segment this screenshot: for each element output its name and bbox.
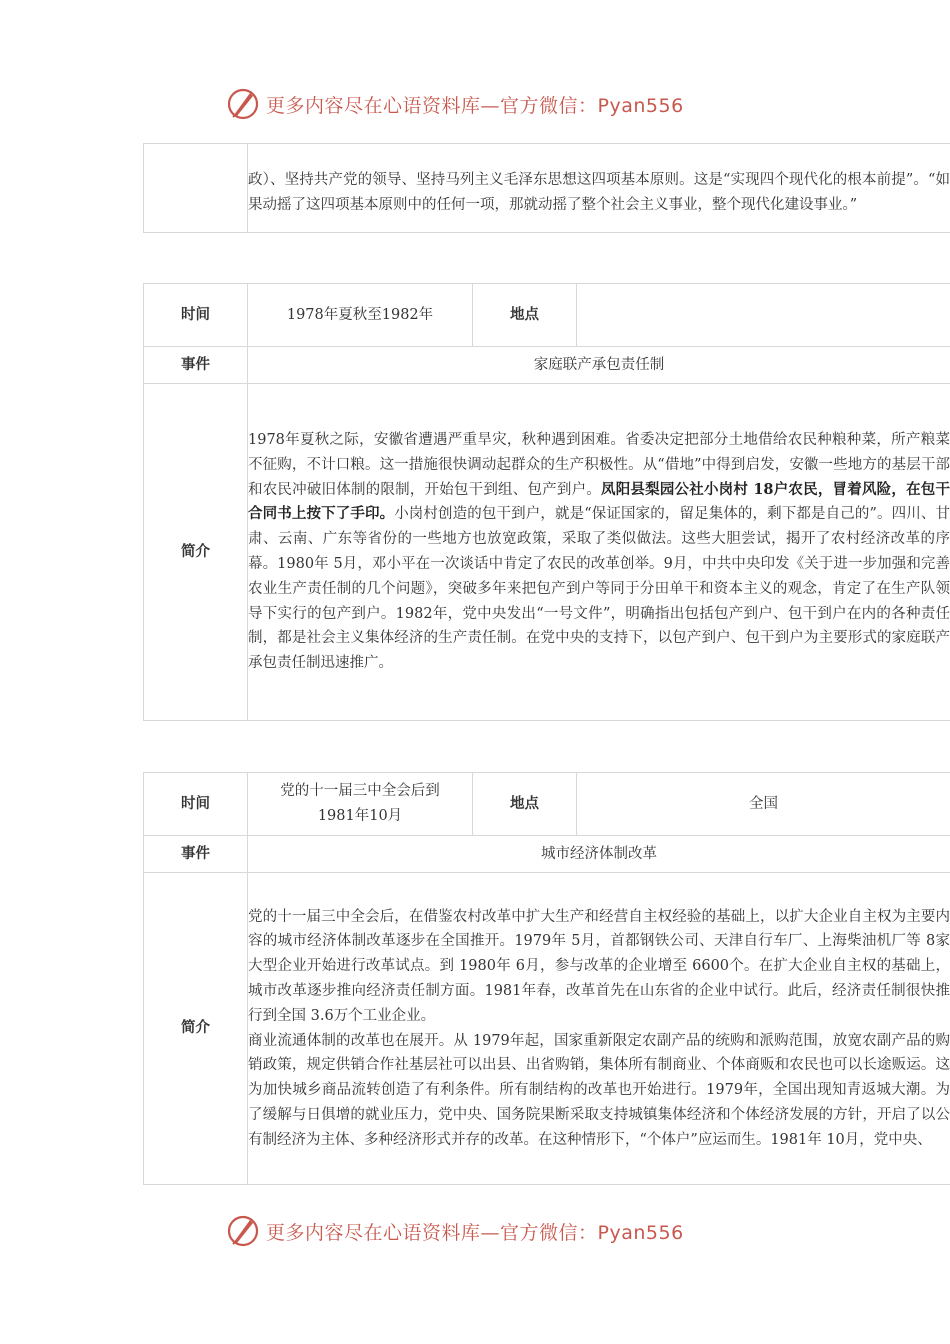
quill-logo-icon	[226, 1214, 260, 1248]
event-table-household-responsibility	[143, 283, 950, 721]
intro-text-part-b: 小岗村创造的包干到户，就是“保证国家的，留足集体的，剩下都是自己的”。四川、甘肃、云南、广东等省份的一些地方也放宽政策，采取了类似做法。这些大胆尝试，揭开了农村经济改革的序幕。1980年 5月，邓小平在一次谈话中肯定了农民的改革创举。9月，中共中央印发《关于进一步加强和完善农业生产责任制的几个问题》，突破多年来把包产到户等同于分田单干和资本主义的观念，肯定了在生产队领导下实行的包产到户。1982年，党中央发出“一号文件”，明确指出包括包产到户、包干到户在内的各种责任制，都是社会主义集体经济的生产责任制。在党中央的支持下，以包产到户、包干到户为主要形式的家庭联产承包责任制迅速推广。	[248, 506, 950, 672]
intro-text	[248, 384, 950, 721]
fragment-table	[143, 143, 950, 233]
intro-text-bold: 凤阳县梨园公社小岗村 18户农民，冒着风险，在包干合同书上按下了手印。	[248, 480, 950, 523]
intro-text-part-a: 1978年夏秋之际，安徽省遭遇严重旱灾，秋种遇到困难。省委决定把部分土地借给农民种粮种菜，所产粮菜不征购，不计口粮。这一措施很快调动起群众的生产积极性。从“借地”中得到启发，安徽一些地方的基层干部和农民冲破旧体制的限制，开始包干到组、包产到户。	[248, 432, 950, 498]
quill-logo-icon	[226, 87, 260, 121]
event-label: 事件	[144, 347, 248, 384]
banner-text: 更多内容尽在心语资料库—官方微信：Pyan556	[266, 94, 684, 117]
intro-label: 简介	[144, 873, 248, 1185]
banner-wechat: Pyan556	[597, 94, 684, 117]
place-label: 地点	[473, 773, 577, 836]
intro-label: 简介	[144, 384, 248, 721]
time-value: 党的十一届三中全会后到1981年10月	[248, 773, 473, 836]
fragment-text: 政）、坚持共产党的领导、坚持马列主义毛泽东思想这四项基本原则。这是“实现四个现代化的根本前提”。“如果动摇了这四项基本原则中的任何一项，那就动摇了整个社会主义事业，整个现代化建设事业。”	[248, 144, 950, 233]
time-label: 时间	[144, 284, 248, 347]
banner-text: 更多内容尽在心语资料库—官方微信：Pyan556	[266, 1221, 684, 1244]
fragment-label-cell	[144, 144, 248, 233]
footer-banner	[226, 1211, 746, 1251]
time-value: 1978年夏秋至1982年	[248, 284, 473, 347]
banner-wechat: Pyan556	[597, 1221, 684, 1244]
place-value: 全国	[577, 773, 950, 836]
place-label: 地点	[473, 284, 577, 347]
event-label: 事件	[144, 836, 248, 873]
place-value	[577, 284, 950, 347]
header-banner	[226, 84, 746, 124]
intro-text	[248, 873, 950, 1185]
time-label: 时间	[144, 773, 248, 836]
event-title: 城市经济体制改革	[248, 836, 950, 873]
event-title: 家庭联产承包责任制	[248, 347, 950, 384]
intro-paragraph-1: 党的十一届三中全会后，在借鉴农村改革中扩大生产和经营自主权经验的基础上，以扩大企业自主权为主要内容的城市经济体制改革逐步在全国推开。1979年 5月，首都钢铁公司、天津自行车厂、上海柴油机厂等 8家大型企业开始进行改革试点。到 1980年 6月，参与改革的企业增至 6600个。在扩大企业自主权的基础上，城市改革逐步推向经济责任制方面。1981年春，改革首先在山东省的企业中试行。此后，经济责任制很快推行到全国 3.6万个工业企业。	[248, 908, 950, 1024]
event-table-urban-reform	[143, 772, 950, 1185]
intro-paragraph-2: 商业流通体制的改革也在展开。从 1979年起，国家重新限定农副产品的统购和派购范围，放宽农副产品的购销政策，规定供销合作社基层社可以出县、出省购销，集体所有制商业、个体商贩和农民也可以长途贩运。这为加快城乡商品流转创造了有利条件。所有制结构的改革也开始进行。1979年，全国出现知青返城大潮。为了缓解与日俱增的就业压力，党中央、国务院果断采取支持城镇集体经济和个体经济发展的方针，开启了以公有制经济为主体、多种经济形式并存的改革。在这种情形下，“个体户”应运而生。1981年 10月，党中央、	[248, 1032, 950, 1148]
